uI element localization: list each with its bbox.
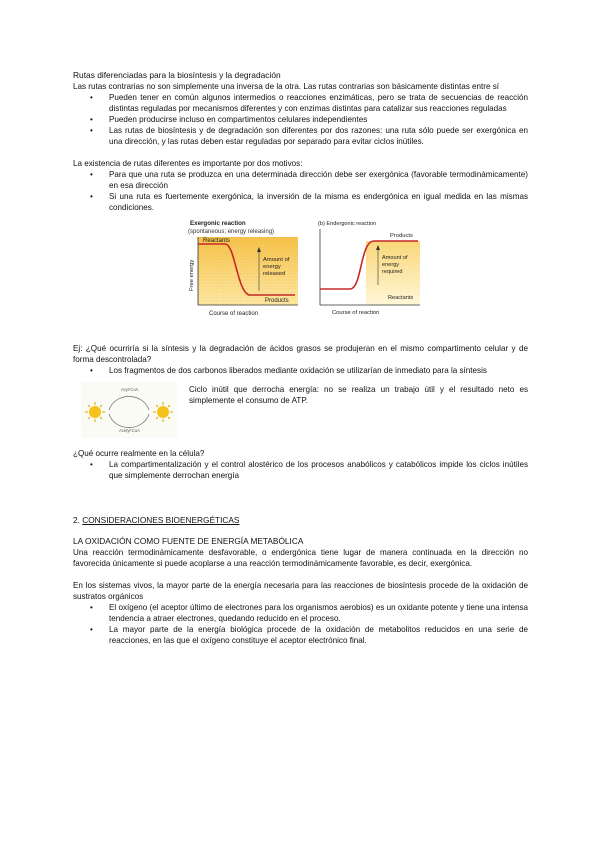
subsection-title: LA OXIDACIÓN COMO FUENTE DE ENERGÍA METABÓLICA: [73, 536, 304, 546]
futile-cycle-block: [73, 382, 528, 446]
paragraph: ¿Qué ocurre realmente en la célula?: [73, 449, 205, 458]
exergonic-title: Exergonic reaction: [190, 220, 246, 227]
section-name: CONSIDERACIONES BIOENERGÉTICAS: [82, 515, 240, 525]
bullet-list: [73, 92, 528, 147]
section-number: 2.: [73, 515, 80, 525]
paragraph: Ej: ¿Qué ocurriría si la síntesis y la degradación de ácidos grasos se produjeran en el mismo compartimento celular y de forma descontrolada?: [73, 344, 528, 364]
paragraph: Las rutas contrarias no son simplemente una inversa de la otra. Las rutas contrarias son básicamente distintas entre sí: [73, 82, 500, 91]
amount-label-2: energy: [263, 264, 281, 270]
amount-label-1: Amount of: [382, 255, 408, 261]
energy-diagrams: [73, 219, 528, 317]
products-label: Products: [390, 233, 413, 239]
sun-left-icon: [85, 402, 105, 422]
list-item: • Pueden producirse incluso en compartimentos celulares independientes: [109, 114, 528, 125]
list-item: • Para que una ruta se produzca en una determinada dirección debe ser exergónica (favorable termodinámicamente) en esa dirección: [109, 169, 528, 191]
list-item: • El oxígeno (el aceptor último de electrones para los organismos aerobios) es un oxidante potente y tiene una intensa tendencia a atraer electrones, quedando reducido en el proceso.: [109, 602, 528, 624]
paragraph: Una reacción termodinámicamente desfavorable, o endergónica tiene lugar de manera continuada en la dirección no favorecida únicamente si puede acoplarse a una reacción termodinámicamente favorable, es decir, exergónica.: [73, 548, 528, 568]
amount-label-3: released: [263, 271, 286, 277]
amount-label-3: required: [382, 269, 403, 275]
bullet-list: [73, 169, 528, 213]
bullet-list: [73, 459, 528, 481]
amount-label-1: Amount of: [263, 257, 290, 263]
x-axis-label: Course of reaction: [332, 310, 380, 316]
cycle-caption: Ciclo inútil que derrocha energía: no se realiza un trabajo útil y el resultado neto es simplemente el consumo de ATP.: [189, 385, 528, 405]
list-item: • Los fragmentos de dos carbonos liberados mediante oxidación se utilizarían de inmediato para la síntesis: [109, 365, 528, 376]
cycle-label-top: Acyl-CoA: [121, 387, 139, 392]
y-axis-label: Free energy: [189, 259, 195, 291]
list-item: • Pueden tener en común algunos intermedios o reacciones enzimáticas, pero se trata de secuencias de reacción distintas reguladas por mecanismos diferentes y con enzimas distintas para catalizar sus reacciones reguladas: [109, 92, 528, 114]
amount-label-2: energy: [382, 262, 400, 268]
paragraph: La existencia de rutas diferentes es importante por dos motivos:: [73, 159, 303, 168]
products-label: Products: [265, 298, 289, 304]
x-axis-label: Course of reaction: [209, 311, 259, 317]
section-title: [73, 515, 528, 526]
futile-cycle-diagram: [81, 382, 177, 438]
bullet-list: [73, 602, 528, 646]
sun-right-icon: [153, 402, 173, 422]
endergonic-diagram: [318, 219, 423, 317]
document-body: [73, 70, 528, 646]
exergonic-diagram: [183, 219, 305, 317]
bullet-list: [73, 365, 528, 376]
reactants-label: Reactants: [203, 238, 231, 244]
list-item: • Si una ruta es fuertemente exergónica, la inversión de la misma es endergónica en igual medida en las mismas condiciones.: [109, 191, 528, 213]
section-heading: Rutas diferenciadas para la biosíntesis y la degradación: [73, 70, 281, 80]
list-item: • Las rutas de biosíntesis y de degradación son diferentes por dos razones: una ruta sólo puede ser exergónica en una dirección, y las rutas deben estar reguladas por separado para evitar ciclos inútiles.: [109, 125, 528, 147]
exergonic-subtitle: (spontaneous; energy releasing): [188, 229, 275, 235]
list-item: • La compartimentalización y el control alostérico de los procesos anabólicos y catabólicos impide los ciclos inútiles que simplemente derrochan energía: [109, 459, 528, 481]
paragraph: En los sistemas vivos, la mayor parte de la energía necesaria para las reacciones de biosíntesis procede de la oxidación de sustratos orgánicos: [73, 581, 528, 601]
reactants-label: Reactants: [388, 295, 414, 301]
cycle-label-bottom: Acetyl-CoA: [119, 428, 140, 433]
list-item: • La mayor parte de la energía biológica procede de la oxidación de metabolitos reducidos en una serie de reacciones, en las que el oxígeno constituye el aceptor electrónico final.: [109, 624, 528, 646]
endergonic-title: (b) Endergonic reaction: [318, 221, 377, 227]
